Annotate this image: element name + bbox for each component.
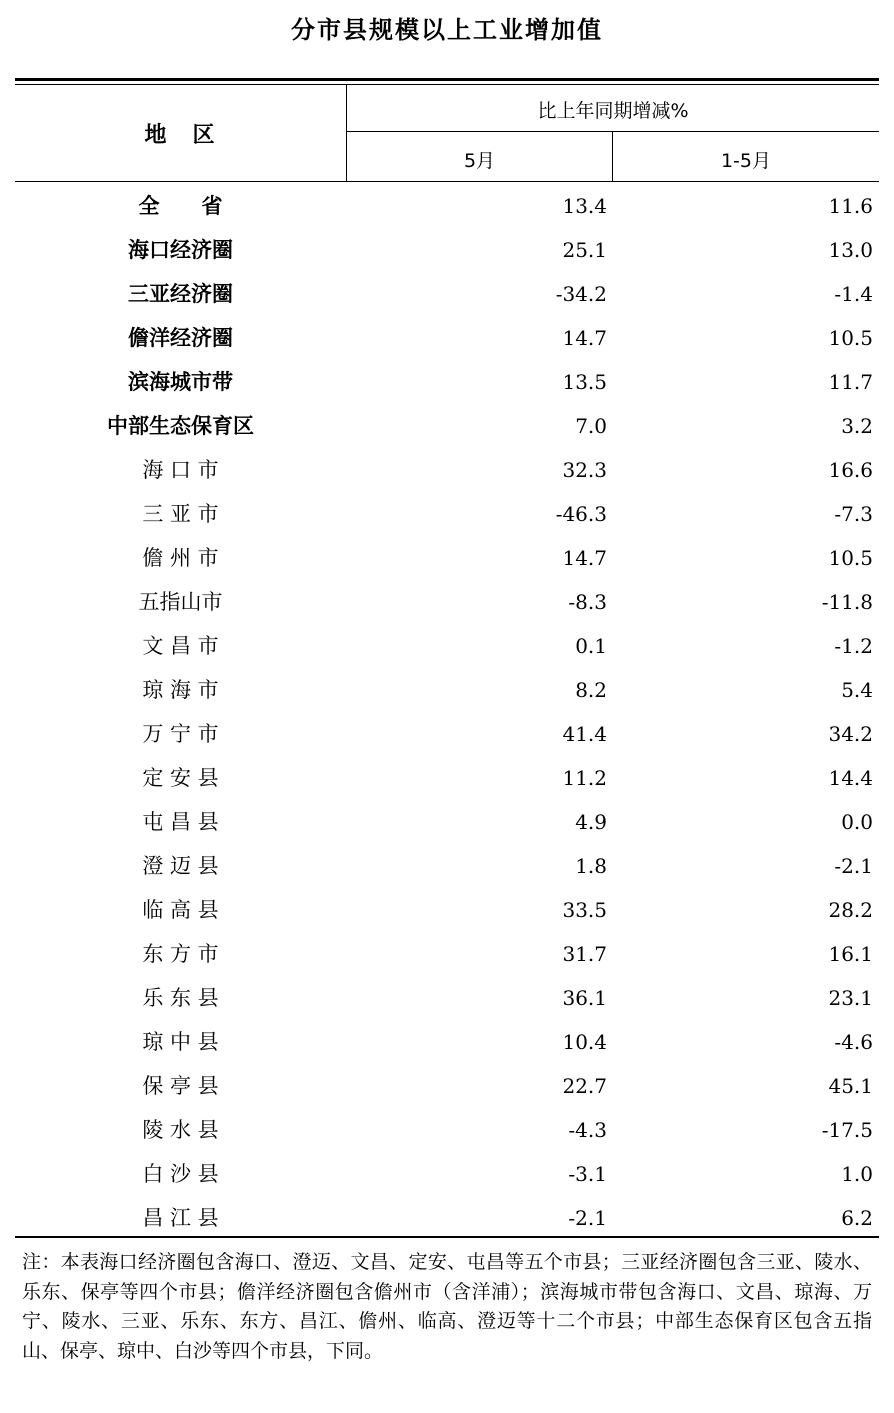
table-row (15, 1196, 879, 1240)
table-row (15, 536, 879, 580)
value-jan-may: 16.1 (828, 942, 873, 966)
value-may: 31.7 (562, 942, 607, 966)
table-top-rule-thick (15, 78, 879, 81)
value-jan-may: -4.6 (834, 1030, 873, 1054)
region-name: 万 宁 市 (142, 722, 219, 746)
value-jan-may: 28.2 (828, 898, 873, 922)
value-may: 14.7 (562, 326, 607, 350)
table-row (15, 404, 879, 448)
region-name: 定 安 县 (142, 766, 219, 790)
table-row (15, 360, 879, 404)
value-jan-may: 5.4 (841, 678, 873, 702)
region-name: 乐 东 县 (142, 986, 219, 1010)
table-row (15, 448, 879, 492)
table-bottom-rule (15, 1236, 879, 1238)
region-name: 陵 水 县 (142, 1118, 219, 1142)
table-row (15, 888, 879, 932)
region-name: 滨海城市带 (128, 369, 233, 394)
table-row (15, 844, 879, 888)
value-may: 25.1 (562, 238, 607, 262)
value-may: 8.2 (575, 678, 607, 702)
region-name: 三 亚 市 (142, 502, 219, 526)
table-row (15, 1108, 879, 1152)
value-jan-may: 3.2 (841, 414, 873, 438)
header-group-label: 比上年同期增减% (537, 100, 689, 122)
table-row (15, 624, 879, 668)
table-row (15, 272, 879, 316)
value-jan-may: 10.5 (828, 546, 873, 570)
value-may: 33.5 (562, 898, 607, 922)
region-name: 白 沙 县 (142, 1162, 219, 1186)
table-row (15, 1064, 879, 1108)
header-col-jan-may: 1-5月 (720, 150, 772, 172)
value-jan-may: 6.2 (841, 1206, 873, 1230)
region-name: 昌 江 县 (142, 1206, 219, 1230)
header-bottom-rule (15, 181, 879, 182)
region-name: 五指山市 (138, 590, 223, 614)
value-may: -4.3 (568, 1118, 607, 1142)
region-name: 中部生态保育区 (107, 413, 254, 438)
value-may: -3.1 (568, 1162, 607, 1186)
value-may: 11.2 (562, 766, 607, 790)
region-name: 临 高 县 (142, 898, 219, 922)
table-row (15, 492, 879, 536)
value-may: 22.7 (562, 1074, 607, 1098)
table-row (15, 800, 879, 844)
value-jan-may: -1.4 (834, 282, 873, 306)
value-jan-may: -7.3 (834, 502, 873, 526)
value-may: 10.4 (562, 1030, 607, 1054)
header-col-may: 5月 (463, 150, 496, 172)
table-row (15, 756, 879, 800)
region-name: 海口经济圈 (128, 237, 233, 262)
value-may: -2.1 (568, 1206, 607, 1230)
region-name: 保 亭 县 (142, 1074, 219, 1098)
region-name: 三亚经济圈 (128, 281, 233, 306)
table-row (15, 1020, 879, 1064)
value-may: 32.3 (562, 458, 607, 482)
page-title: 分市县规模以上工业增加值 (291, 16, 603, 44)
value-jan-may: 13.0 (828, 238, 873, 262)
value-may: -8.3 (568, 590, 607, 614)
value-jan-may: 1.0 (841, 1162, 873, 1186)
value-jan-may: -11.8 (821, 590, 873, 614)
value-may: 1.8 (575, 854, 607, 878)
table-top-rule-thin (15, 84, 879, 85)
region-name: 澄 迈 县 (142, 854, 219, 878)
region-name: 文 昌 市 (142, 634, 219, 658)
table-row (15, 1152, 879, 1196)
value-may: 4.9 (575, 810, 607, 834)
table-row (15, 712, 879, 756)
value-may: 7.0 (575, 414, 607, 438)
table-row (15, 976, 879, 1020)
value-jan-may: -17.5 (821, 1118, 873, 1142)
value-may: -46.3 (555, 502, 607, 526)
region-name: 海 口 市 (142, 458, 219, 482)
table-row (15, 228, 879, 272)
table-row (15, 932, 879, 976)
value-jan-may: 23.1 (828, 986, 873, 1010)
value-jan-may: 0.0 (841, 810, 873, 834)
value-may: 36.1 (562, 986, 607, 1010)
region-name: 儋洋经济圈 (128, 325, 233, 350)
value-jan-may: 11.6 (828, 194, 873, 218)
table-row (15, 580, 879, 624)
value-may: 14.7 (562, 546, 607, 570)
value-jan-may: 45.1 (828, 1074, 873, 1098)
region-name: 琼 中 县 (142, 1030, 219, 1054)
table-row (15, 668, 879, 712)
table-row (15, 184, 879, 228)
value-jan-may: -2.1 (834, 854, 873, 878)
value-may: -34.2 (555, 282, 607, 306)
table-row (15, 316, 879, 360)
footnote: 注：本表海口经济圈包含海口、澄迈、文昌、定安、屯昌等五个市县；三亚经济圈包含三亚、陵水、乐东、保亭等四个市县；儋洋经济圈包含儋州市（含洋浦）；滨海城市带包含海口、文昌、琼海、万宁、陵水、三亚、乐东、东方、昌江、儋州、临高、澄迈等十二个市县；中部生态保育区包含五指山、保亭、琼中、白沙等四个市县，下同。 (22, 1251, 872, 1362)
value-jan-may: 10.5 (828, 326, 873, 350)
header-region-label: 地 区 (144, 123, 217, 148)
region-name: 屯 昌 县 (142, 810, 219, 834)
value-may: 13.4 (562, 194, 607, 218)
value-jan-may: 16.6 (828, 458, 873, 482)
region-name: 全 省 (138, 193, 223, 218)
value-jan-may: 14.4 (828, 766, 873, 790)
region-name: 儋 州 市 (142, 546, 219, 570)
region-name: 东 方 市 (142, 942, 219, 966)
region-name: 琼 海 市 (142, 678, 219, 702)
value-jan-may: -1.2 (834, 634, 873, 658)
value-jan-may: 34.2 (828, 722, 873, 746)
value-may: 41.4 (562, 722, 607, 746)
value-jan-may: 11.7 (828, 370, 873, 394)
value-may: 0.1 (575, 634, 607, 658)
value-may: 13.5 (562, 370, 607, 394)
